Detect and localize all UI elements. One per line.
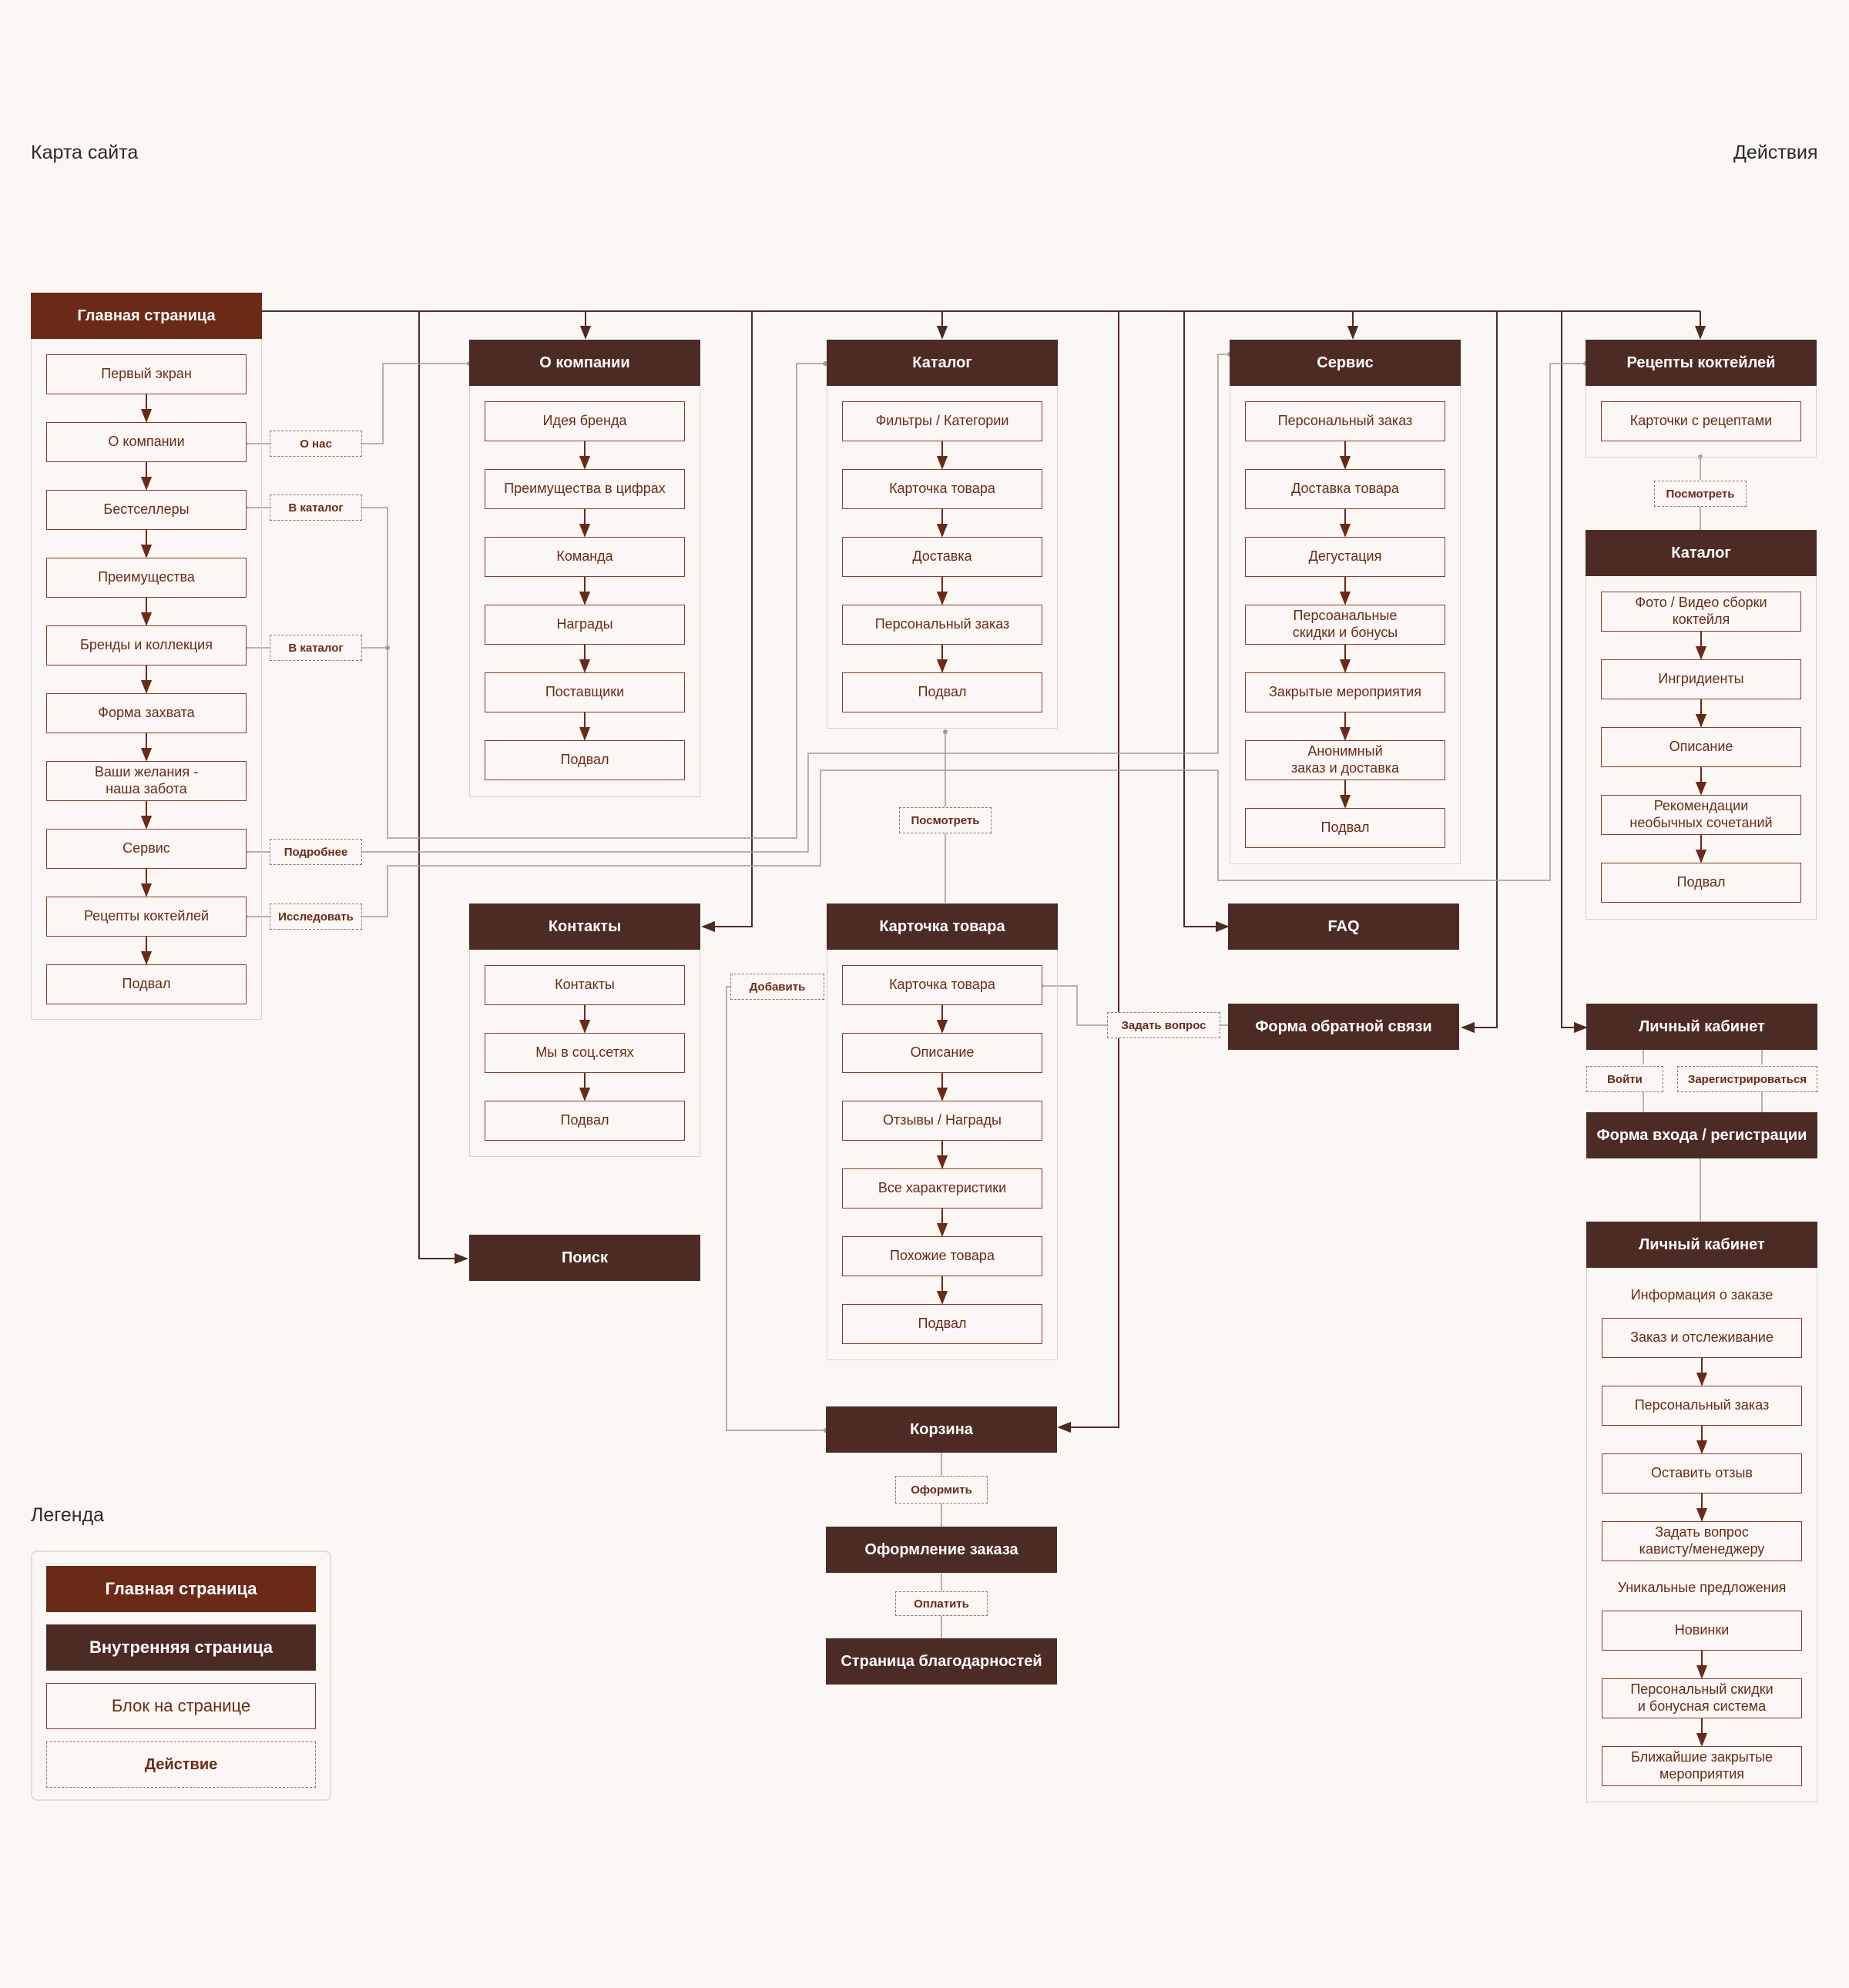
legend-heading: Легенда (31, 1504, 105, 1526)
checkout-header[interactable]: Оформление заказа (826, 1527, 1057, 1573)
contacts-block-social[interactable]: Мы в соц.сетях (485, 1033, 685, 1073)
about-block-numbers[interactable]: Преимущества в цифрах (485, 469, 685, 509)
home-block-first-screen[interactable]: Первый экран (46, 354, 247, 394)
service-block-footer[interactable]: Подвал (1245, 808, 1445, 848)
faq-header[interactable]: FAQ (1228, 903, 1459, 950)
about-block-team[interactable]: Команда (485, 537, 685, 577)
action-ask-question[interactable]: Задать вопрос (1107, 1012, 1220, 1038)
catalog-block-personal-order[interactable]: Персональный заказ (842, 605, 1042, 645)
sitemap-heading: Карта сайта (31, 142, 139, 163)
recipe-block-description[interactable]: Описание (1601, 727, 1801, 767)
recipes-block-cards[interactable]: Карточки с рецептами (1601, 401, 1801, 441)
account-block-leave-review[interactable]: Оставить отзыв (1602, 1453, 1802, 1494)
service-header[interactable]: Сервис (1230, 340, 1461, 386)
recipe-block-photo-video[interactable]: Фото / Видео сборки коктейля (1601, 592, 1801, 632)
product-block-specs[interactable]: Все характеристики (842, 1168, 1042, 1209)
home-block-capture-form[interactable]: Форма захвата (46, 693, 247, 733)
contacts-block-contacts[interactable]: Контакты (485, 965, 685, 1005)
home-block-brands[interactable]: Бренды и коллекция (46, 625, 247, 665)
recipe-block-ingredients[interactable]: Ингридиенты (1601, 659, 1801, 699)
home-block-recipes[interactable]: Рецепты коктейлей (46, 897, 247, 937)
recipes-header[interactable]: Рецепты коктейлей (1586, 340, 1817, 386)
action-to-catalog-2[interactable]: В каталог (270, 635, 362, 661)
account-entry-header[interactable]: Личный кабинет (1586, 1004, 1817, 1050)
product-block-reviews[interactable]: Отзывы / Награды (842, 1101, 1042, 1141)
account-block-ask-manager[interactable]: Задать вопрос кависту/менеджеру (1602, 1521, 1802, 1561)
catalog-block-footer[interactable]: Подвал (842, 672, 1042, 712)
action-login[interactable]: Войти (1586, 1066, 1663, 1092)
product-block-similar[interactable]: Похожие товара (842, 1236, 1042, 1276)
legend-inner-page: Внутренняя страница (46, 1624, 316, 1671)
feedback-header[interactable]: Форма обратной связи (1228, 1004, 1459, 1050)
account-section-unique-offers: Уникальные предложения (1617, 1579, 1787, 1595)
legend-action: Действие (46, 1742, 316, 1788)
about-block-awards[interactable]: Награды (485, 605, 685, 645)
contacts-block-footer[interactable]: Подвал (485, 1101, 685, 1141)
service-block-anonymous[interactable]: Анонимный заказ и доставка (1245, 740, 1445, 780)
thanks-header[interactable]: Страница благодарностей (826, 1638, 1057, 1685)
action-more[interactable]: Подробнее (270, 839, 362, 865)
account-block-new[interactable]: Новинки (1602, 1611, 1802, 1651)
about-header[interactable]: О компании (469, 340, 700, 386)
service-block-delivery[interactable]: Доставка товара (1245, 469, 1445, 509)
action-register[interactable]: Зарегистрироваться (1677, 1066, 1817, 1092)
catalog-block-delivery[interactable]: Доставка (842, 537, 1042, 577)
action-view-recipe[interactable]: Посмотреть (1654, 481, 1747, 507)
home-block-service[interactable]: Сервис (46, 829, 247, 869)
legend-page-block: Блок на странице (46, 1683, 316, 1729)
account-header[interactable]: Личный кабинет (1586, 1222, 1817, 1268)
action-view-product[interactable]: Посмотреть (899, 807, 992, 833)
account-block-order-tracking[interactable]: Заказ и отслеживание (1602, 1318, 1802, 1358)
action-pay[interactable]: Оплатить (895, 1591, 988, 1616)
account-block-bonus[interactable]: Персональный скидки и бонусная система (1602, 1678, 1802, 1718)
recipe-block-footer[interactable]: Подвал (1601, 863, 1801, 903)
product-container (827, 949, 1058, 1360)
action-to-catalog-1[interactable]: В каталог (270, 494, 362, 521)
catalog-block-filters[interactable]: Фильтры / Категории (842, 401, 1042, 441)
catalog-block-product-card[interactable]: Карточка товара (842, 469, 1042, 509)
product-block-card[interactable]: Карточка товара (842, 965, 1042, 1005)
about-container (469, 385, 700, 797)
action-explore[interactable]: Исследовать (270, 903, 362, 930)
actions-heading: Действия (1733, 142, 1818, 163)
service-block-tasting[interactable]: Дегустация (1245, 537, 1445, 577)
cart-header[interactable]: Корзина (826, 1406, 1057, 1453)
catalog-header[interactable]: Каталог (827, 340, 1058, 386)
action-checkout[interactable]: Оформить (895, 1476, 988, 1504)
product-block-footer[interactable]: Подвал (842, 1304, 1042, 1344)
contacts-header[interactable]: Контакты (469, 903, 700, 950)
home-block-advantages[interactable]: Преимущества (46, 558, 247, 598)
home-block-bestsellers[interactable]: Бестселлеры (46, 490, 247, 530)
product-block-description[interactable]: Описание (842, 1033, 1042, 1073)
about-block-footer[interactable]: Подвал (485, 740, 685, 780)
home-block-wishes[interactable]: Ваши желания - наша забота (46, 761, 247, 801)
service-block-closed-events[interactable]: Закрытые мероприятия (1245, 672, 1445, 712)
about-block-suppliers[interactable]: Поставщики (485, 672, 685, 712)
service-block-discounts[interactable]: Персоанальные скидки и бонусы (1245, 605, 1445, 645)
service-block-personal-order[interactable]: Персональный заказ (1245, 401, 1445, 441)
search-header[interactable]: Поиск (469, 1235, 700, 1281)
legend-main-page: Главная страница (46, 1566, 316, 1612)
recipe-catalog-header[interactable]: Каталог (1586, 530, 1817, 576)
home-block-about[interactable]: О компании (46, 422, 247, 462)
login-form-header[interactable]: Форма входа / регистрации (1586, 1112, 1817, 1158)
account-block-personal-order[interactable]: Персональный заказ (1602, 1386, 1802, 1426)
account-block-closed-events[interactable]: Ближайшие закрытые мероприятия (1602, 1746, 1802, 1786)
home-block-footer[interactable]: Подвал (46, 964, 247, 1004)
account-section-order-info: Информация о заказе (1630, 1286, 1773, 1302)
action-about-us[interactable]: О нас (270, 431, 362, 457)
action-add-to-cart[interactable]: Добавить (730, 974, 824, 1000)
recipe-block-recommendations[interactable]: Рекомендации необычных сочетаний (1601, 795, 1801, 835)
product-header[interactable]: Карточка товара (827, 903, 1058, 950)
home-header[interactable]: Главная страница (31, 293, 262, 339)
about-block-idea[interactable]: Идея бренда (485, 401, 685, 441)
